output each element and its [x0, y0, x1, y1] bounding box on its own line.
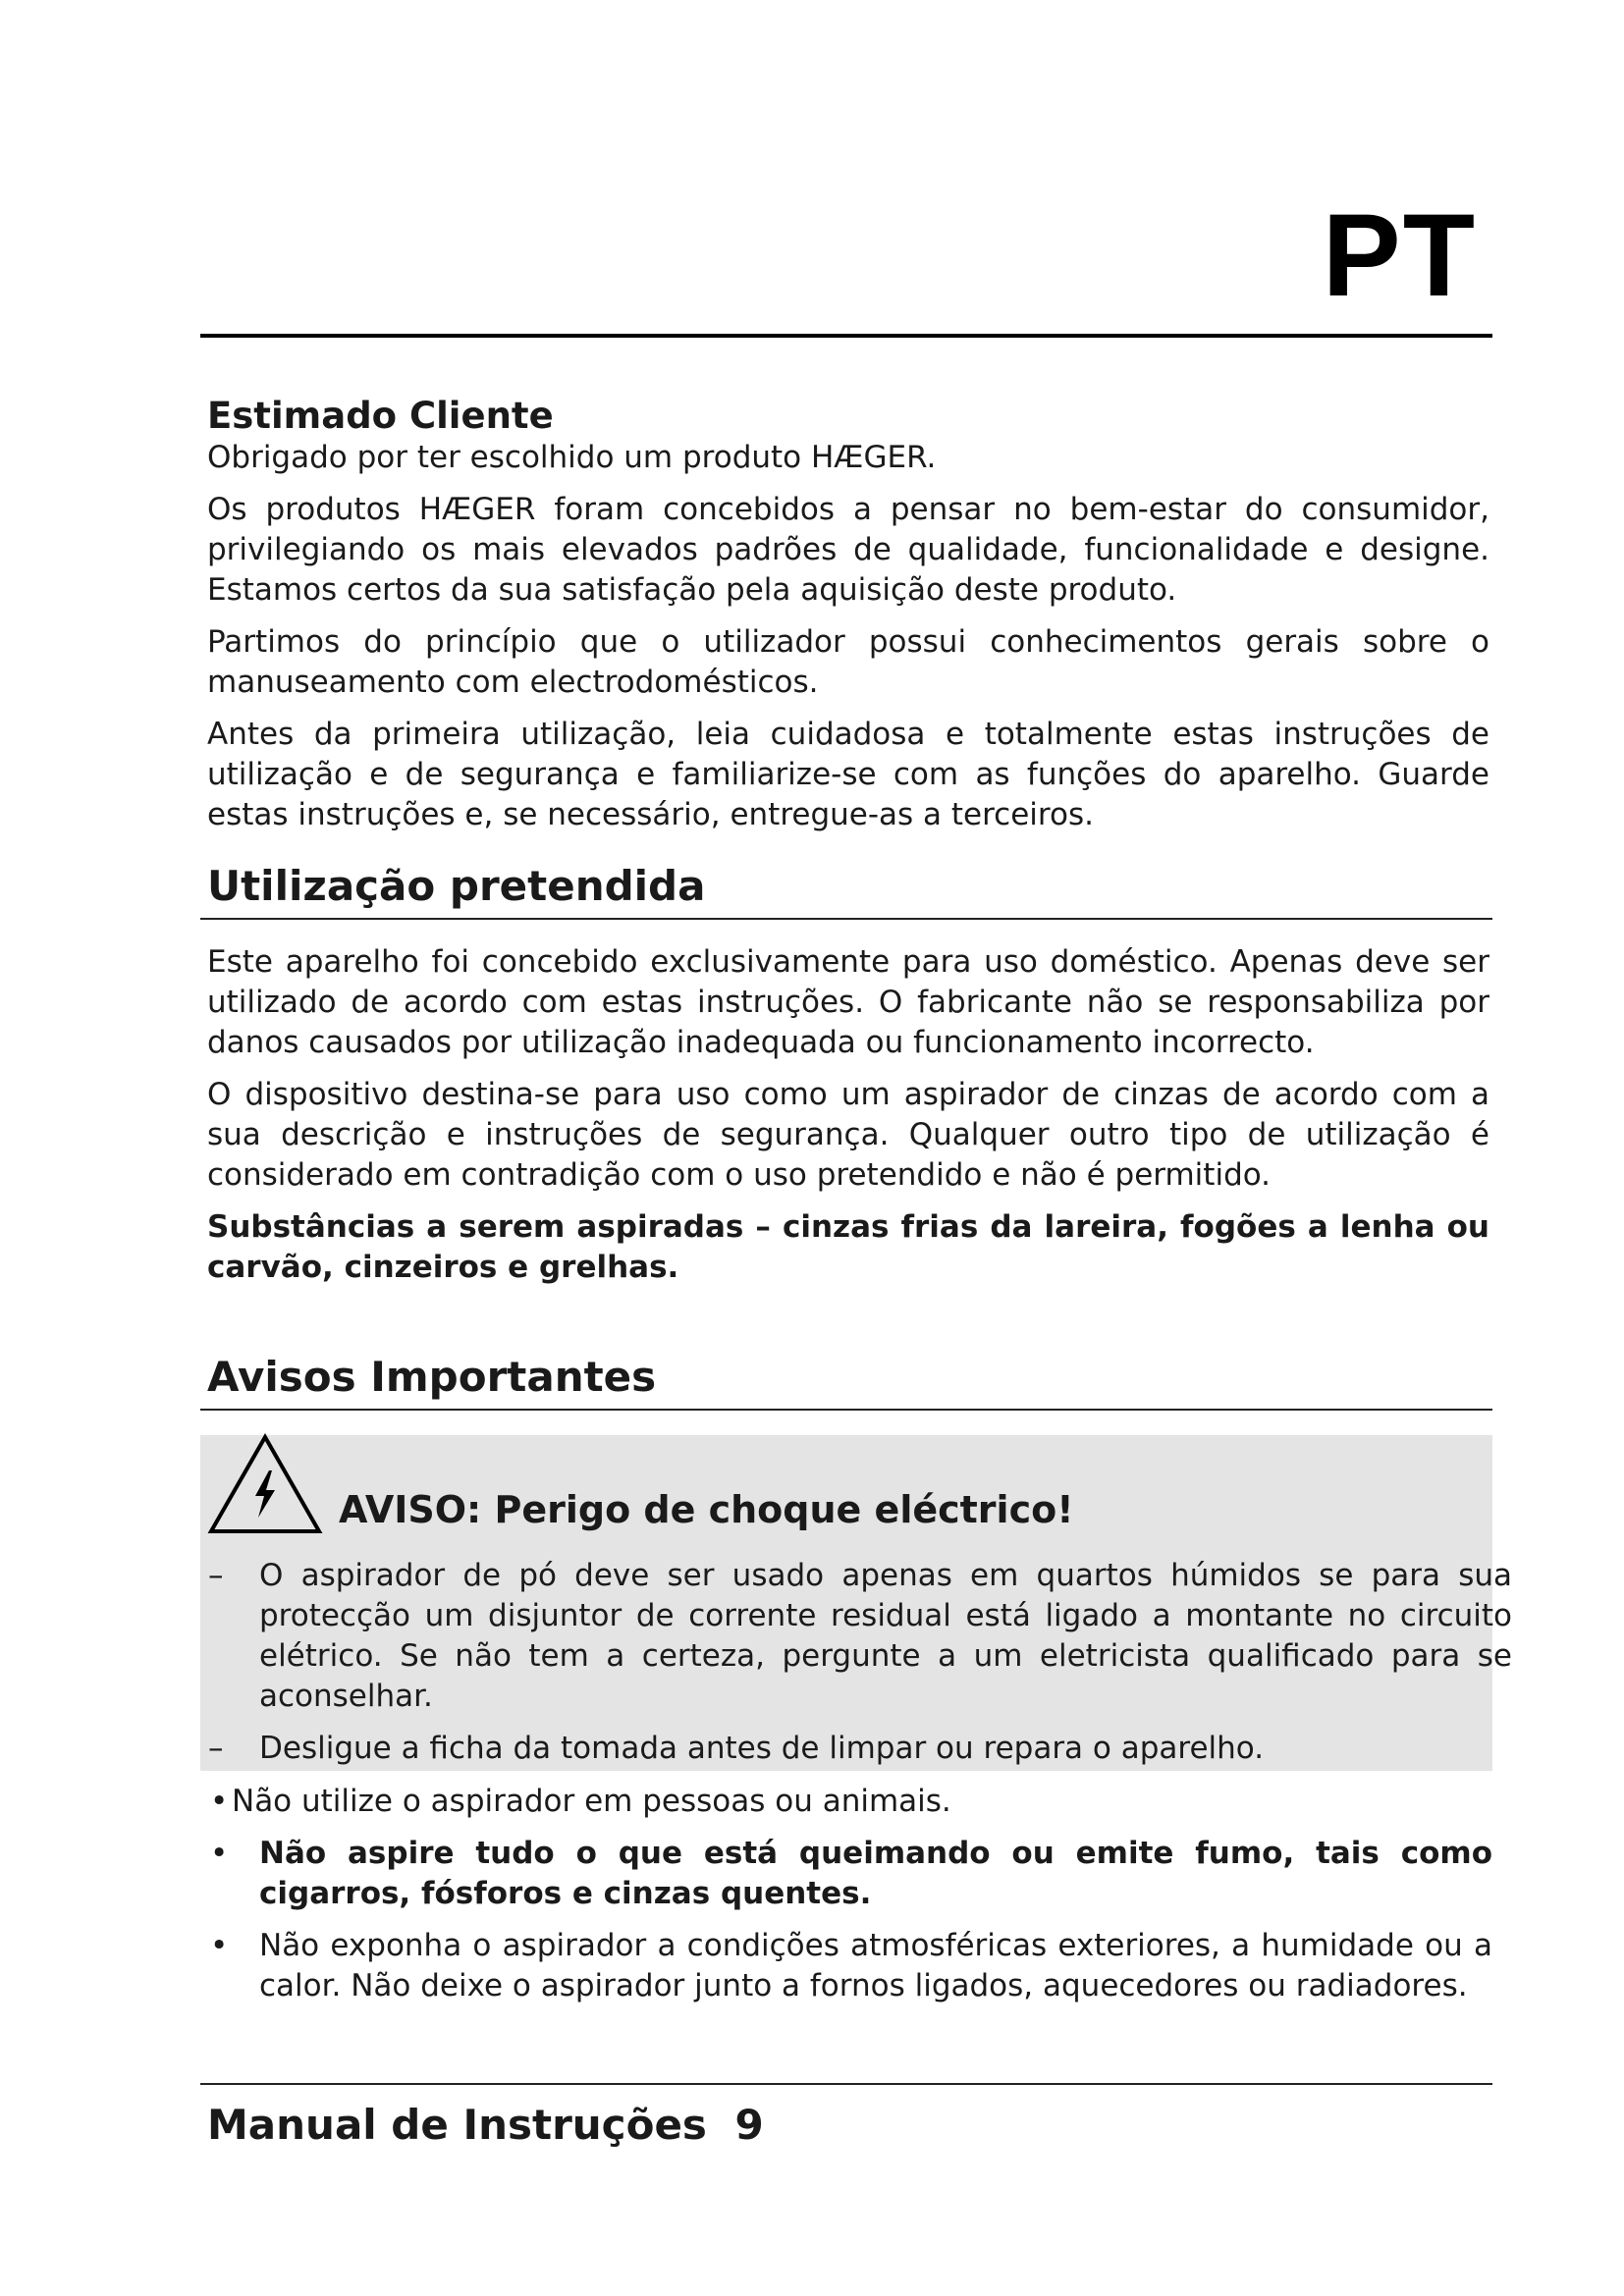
footer-rule — [200, 2083, 1492, 2085]
intro-paragraph: Partimos do princípio que o utilizador possui conhecimentos gerais sobre o manuseamento com electrodomésticos. — [207, 624, 1489, 701]
electric-warning-title — [207, 1433, 1484, 1546]
list-item-text: Desligue a ficha da tomada antes de limpar ou repara o aparelho. — [259, 1731, 1265, 1766]
warning-bullet-list — [200, 1782, 1492, 2018]
header-rule — [200, 334, 1492, 338]
intro-title: Estimado Cliente — [207, 395, 554, 437]
warnings-heading — [207, 1353, 1489, 1402]
warnings-rule — [200, 1409, 1492, 1411]
list-item-text: O aspirador de pó deve ser usado apenas em quartos húmidos se para sua protecção um disjuntor de corrente residual está ligado a montante no circuito elétrico. Se não tem a certeza, pergunte a um eletricista qualificado para se aconselhar. — [259, 1558, 1512, 1714]
bullet-marker: • — [210, 1836, 229, 1871]
intro-paragraph: Antes da primeira utilização, leia cuidadosa e totalmente estas instruções de utilização e de segurança e familiarize-se com as funções do aparelho. Guarde estas instruções e, se necessário, entregue-as a terceiros. — [207, 717, 1489, 833]
intended-use-title: Utilização pretendida — [207, 862, 706, 910]
list-item — [200, 1556, 1512, 1717]
list-item — [200, 1729, 1512, 1769]
manual-label: Manual de Instruções — [207, 2101, 707, 2149]
bullet-marker: • — [210, 1784, 229, 1819]
intended-use-section — [207, 942, 1489, 1300]
intended-use-heading — [207, 862, 1489, 911]
intro-paragraph: Obrigado por ter escolhido um produto HÆGER. — [207, 440, 937, 476]
list-item-text: Não aspire tudo o que está queimando ou emite fumo, tais como cigarros, fósforos e cinzas quentes. — [259, 1836, 1492, 1911]
list-item — [200, 1926, 1492, 2006]
list-item — [200, 1782, 1492, 1822]
list-item-text: Não utilize o aspirador em pessoas ou animais. — [232, 1784, 951, 1819]
dash-marker: – — [208, 1731, 224, 1766]
intended-use-rule — [200, 918, 1492, 920]
warnings-title: Avisos Importantes — [207, 1353, 657, 1401]
page-number: 9 — [734, 2101, 764, 2149]
electric-hazard-icon — [207, 1433, 323, 1535]
warning-heading: AVISO: Perigo de choque eléctrico! — [339, 1488, 1074, 1531]
intended-use-paragraph: O dispositivo destina-se para uso como um aspirador de cinzas de acordo com a sua descrição e instruções de segurança. Qualquer outro tipo de utilização é considerado em contradição com o uso pretendido e não é permitido. — [207, 1077, 1489, 1193]
language-code: PT — [1322, 189, 1477, 321]
intro-paragraph: Os produtos HÆGER foram concebidos a pensar no bem-estar do consumidor, privilegiando os mais elevados padrões de qualidade, funcionalidade e designe. Estamos certos da sua satisfação pela aquisição deste produto. — [207, 492, 1489, 609]
dash-marker: – — [208, 1558, 224, 1593]
list-item — [200, 1834, 1492, 1914]
substances-paragraph: Substâncias a serem aspiradas – cinzas frias da lareira, fogões a lenha ou carvão, cinzeiros e grelhas. — [207, 1209, 1489, 1285]
intended-use-paragraph: Este aparelho foi concebido exclusivamente para uso doméstico. Apenas deve ser utilizado de acordo com estas instruções. O fabricante não se responsabiliza por danos causados por utilização inadequada ou funcionamento incorrecto. — [207, 944, 1489, 1060]
intro-section — [207, 395, 1489, 847]
page-footer — [207, 2101, 764, 2149]
electric-warning-list — [200, 1556, 1512, 1781]
list-item-text: Não exponha o aspirador a condições atmosféricas exteriores, a humidade ou a calor. Não deixe o aspirador junto a fornos ligados, aquecedores ou radiadores. — [259, 1928, 1492, 2003]
bullet-marker: • — [210, 1928, 229, 1963]
